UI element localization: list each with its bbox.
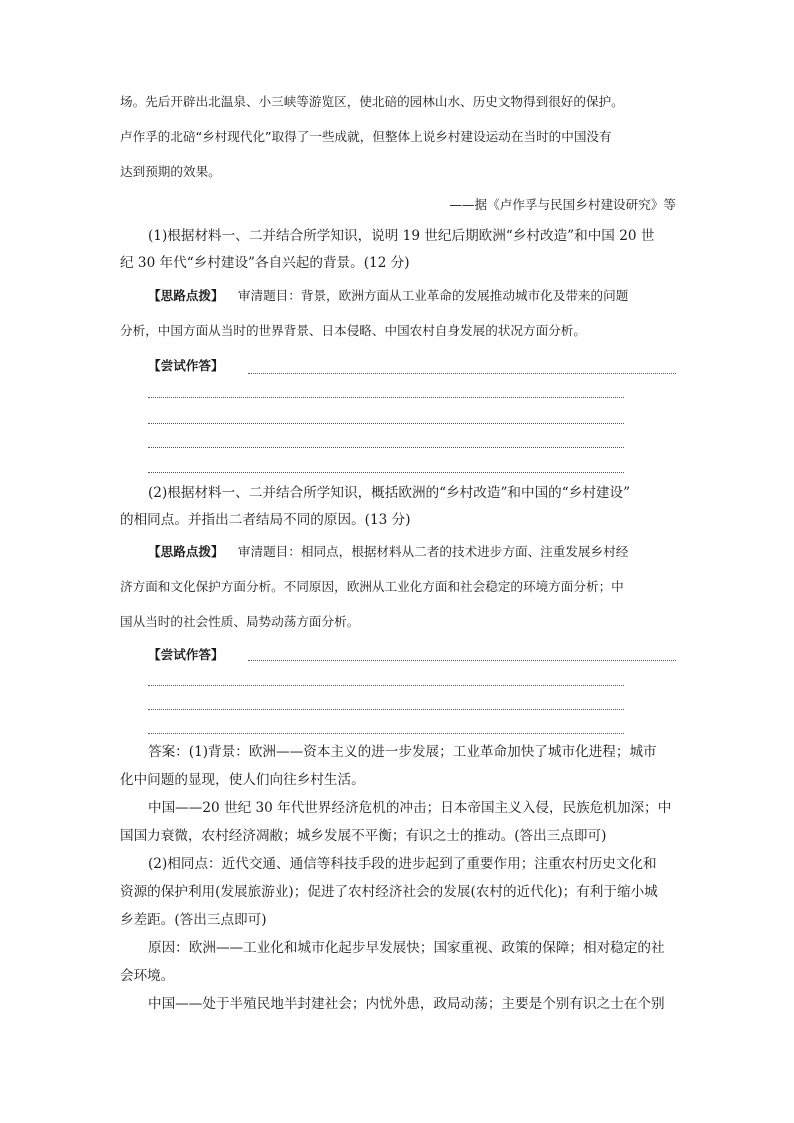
tip-text: 审清题目：背景，欧洲方面从工业革命的发展推动城市化及带来的问题 xyxy=(237,288,629,303)
question-2: (2)根据材料一、二并结合所学知识，概括欧洲的“乡村改造”和中国的“乡村建设” xyxy=(148,485,631,501)
question-2: 的相同点。并指出二者结局不同的原因。(13 分) xyxy=(120,512,411,528)
answer-line[interactable] xyxy=(148,423,624,424)
answer-line[interactable] xyxy=(248,373,676,374)
answer-line[interactable] xyxy=(148,447,624,448)
answer-line[interactable] xyxy=(248,660,676,661)
tip-text: 分析，中国方面从当时的世界背景、日本侵略、中国农村自身发展的状况方面分析。 xyxy=(120,323,586,338)
tip-text: 国从当时的社会性质、局势动荡方面分析。 xyxy=(120,614,360,629)
answer-line[interactable] xyxy=(148,709,624,710)
try-answer-2 xyxy=(148,645,224,665)
tip-label: 【思路点拨】 xyxy=(148,544,224,559)
answer-text: 原因：欧洲——工业化和城市化起步早发展快；国家重视、政策的保障；相对稳定的社 xyxy=(148,940,665,956)
answer-line[interactable] xyxy=(148,472,624,473)
paragraph-line: 达到预期的效果。 xyxy=(120,164,221,179)
answer-text: 资源的保护利用(发展旅游业)；促进了农村经济社会的发展(农村的近代化)；有利于缩小城 xyxy=(120,884,658,900)
try-label: 【尝试作答】 xyxy=(148,647,224,662)
answer-text: 答案：(1)背景：欧洲——资本主义的进一步发展；工业革命加快了城市化进程；城市 xyxy=(148,744,657,760)
try-label: 【尝试作答】 xyxy=(148,358,224,373)
answer-text: 化中问题的显现，使人们向往乡村生活。 xyxy=(120,772,365,788)
answer-text: 中国——处于半殖民地半封建社会；内忧外患，政局动荡；主要是个别有识之士在个别 xyxy=(148,996,665,1012)
paragraph-line: 场。先后开辟出北温泉、小三峡等游览区，使北碚的园林山水、历史文物得到很好的保护。 xyxy=(120,94,624,109)
try-answer-1 xyxy=(148,356,224,376)
tip-2 xyxy=(148,542,628,562)
source-citation: ——据《卢作孚与民国乡村建设研究》等 xyxy=(449,197,676,212)
paragraph-line: 卢作孚的北碚“乡村现代化”取得了一些成就，但整体上说乡村建设运动在当时的中国没有 xyxy=(120,129,612,144)
tip-label: 【思路点拨】 xyxy=(148,288,224,303)
answer-line[interactable] xyxy=(148,733,624,734)
answer-text: 乡差距。(答出三点即可) xyxy=(120,912,267,928)
answer-line[interactable] xyxy=(148,685,624,686)
answer-text: 中国——20 世纪 30 年代世界经济危机的冲击；日本帝国主义入侵，民族危机加深；中 xyxy=(148,800,672,816)
tip-1 xyxy=(148,286,628,306)
question-1: 纪 30 年代“乡村建设”各自兴起的背景。(12 分) xyxy=(120,255,410,271)
answer-text: (2)相同点：近代交通、通信等科技手段的进步起到了重要作用；注重农村历史文化和 xyxy=(148,856,657,872)
answer-text: 会环境。 xyxy=(120,968,175,984)
question-1: (1)根据材料一、二并结合所学知识，说明 19 世纪后期欧洲“乡村改造”和中国 20 世 xyxy=(148,228,655,244)
answer-line[interactable] xyxy=(148,397,624,398)
answer-text: 国国力衰微，农村经济凋敝；城乡发展不平衡；有识之士的推动。(答出三点即可) xyxy=(120,828,607,844)
tip-text: 济方面和文化保护方面分析。不同原因，欧洲从工业化方面和社会稳定的环境方面分析；中 xyxy=(120,579,624,594)
tip-text: 审清题目：相同点，根据材料从二者的技术进步方面、注重发展乡村经 xyxy=(237,544,629,559)
